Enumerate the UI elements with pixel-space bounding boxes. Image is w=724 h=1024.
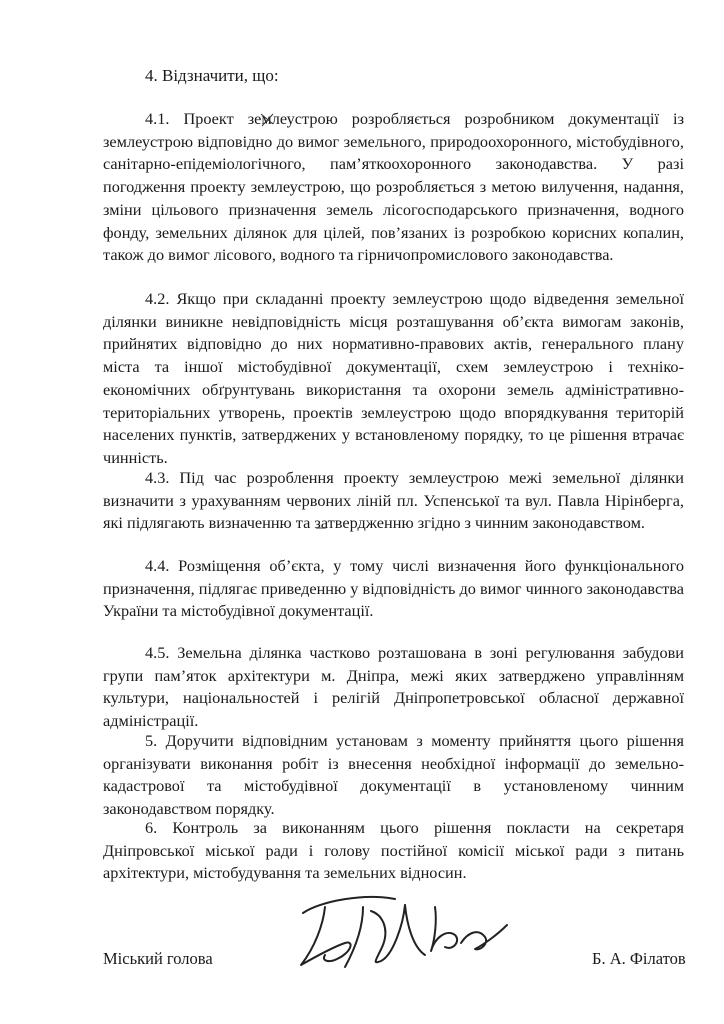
handwritten-signature	[285, 885, 525, 985]
paragraph-4-3: 4.3. Під час розроблення проекту землеустрою межі земельної ділянки визначити з урахуванням червоних ліній пл. Успенської та вул. Павла Нірінберга, які підлягають визначенню та затвердженню згідно з чинним законодавством.	[103, 468, 684, 533]
paragraph-4-2: 4.2. Якщо при складанні проекту землеустрою щодо відведення земельної ділянки виникне невідповідність місця розташування об’єкта вимогам законів, прийнятих відповідно до них нормативно-правових актів, генерального плану міста та іншої містобудівної документації, схем землеустрою і техніко-економічних обґрунтувань використання та охорони земель адміністративно-територіальних утворень, проектів землеустрою щодо впорядкування територій населених пунктів, затверджених у встановленому порядку, то це рішення втрачає чинність.	[103, 289, 684, 467]
paragraph-6: 6. Контроль за виконанням цього рішення покласти на секретаря Дніпровської міської ради і голову постійної комісії міської ради з питань архітектури, містобудування та земельних відносин.	[103, 818, 684, 883]
pen-mark-small	[314, 524, 330, 532]
pen-mark	[258, 110, 278, 130]
signatory-role: Міський голова	[103, 949, 213, 968]
paragraph-4-1: 4.1. Проект землеустрою розробляється розробником документації із землеустрою відповідно до вимог земельного, природоохоронного, містобудівного, санітарно-епідеміологічного, пам’яткоохоронного законодавства. У разі погодження проекту землеустрою, що розробляється з метою вилучення, надання, зміни цільового призначення земель лісогосподарського призначення, водного фонду, земельних ділянок для цілей, пов’язаних із розробкою корисних копалин, також до вимог лісового, водного та гірничопромислового законодавства.	[103, 109, 684, 265]
paragraph-5: 5. Доручити відповідним установам з моменту прийняття цього рішення організувати виконання робіт із внесення необхідної інформації до земельно-кадастрової та містобудівної документації в установленому чинним законодавством порядку.	[103, 731, 684, 819]
paragraph-4-5: 4.5. Земельна ділянка частково розташована в зоні регулювання забудови групи пам’яток архітектури м. Дніпра, межі яких затверджено управлінням культури, національностей і релігій Дніпропетровської обласної державної адміністрації.	[103, 643, 684, 731]
section-heading: 4. Відзначити, що:	[145, 66, 279, 85]
signatory-name: Б. А. Філатов	[592, 949, 686, 968]
paragraph-4-4: 4.4. Розміщення об’єкта, у тому числі визначення його функціонального призначення, підлягає приведенню у відповідність до вимог чинного законодавства України та містобудівної документації.	[103, 556, 684, 621]
